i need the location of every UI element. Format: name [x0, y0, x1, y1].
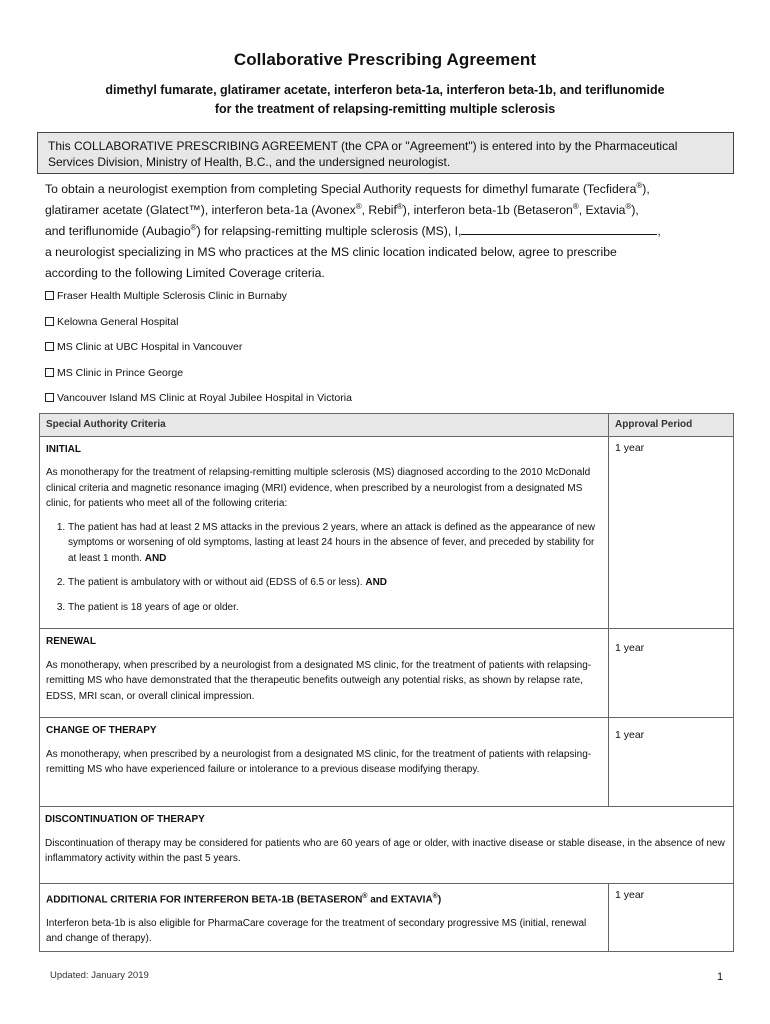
- clinic-option[interactable]: Fraser Health Multiple Sclerosis Clinic in Burnaby: [45, 288, 645, 314]
- table-row-renewal: [40, 629, 734, 718]
- neurologist-name-field[interactable]: [461, 223, 657, 235]
- checkbox-icon[interactable]: [45, 368, 54, 377]
- table-row-additional: [40, 884, 734, 952]
- document-subtitle: [60, 81, 710, 119]
- additional-period: 1 year: [609, 884, 734, 952]
- clinic-checkbox-list: [45, 288, 645, 416]
- discontinuation-text: Discontinuation of therapy may be considered for patients who are 60 years of age or older, with inactive disease or stable disease, in the absence of new inflammatory activity within the past 5 years.: [45, 837, 725, 864]
- clinic-option[interactable]: Kelowna General Hospital: [45, 314, 645, 340]
- list-item: 2. The patient is ambulatory with or without aid (EDSS of 6.5 or less). AND: [68, 575, 602, 591]
- list-item: 3. The patient is 18 years of age or older.: [68, 600, 602, 616]
- renewal-text: As monotherapy, when prescribed by a neurologist from a designated MS clinic, for the treatment of patients with relapsing-remitting MS who have demonstrated that the therapeutic benefits outweigh any potential risks, as shown by relapse rate, EDSS, MRI scan, or overall clinical impression.: [46, 659, 592, 702]
- body-line-5: according to the following Limited Coverage criteria.: [45, 266, 325, 280]
- registered-mark: ®: [636, 180, 643, 190]
- table-row-change: [40, 718, 734, 807]
- initial-criteria-list: [46, 520, 602, 616]
- initial-text: As monotherapy for the treatment of relapsing-remitting multiple sclerosis (MS) diagnosed according to the 2010 McDonald clinical criteria and magnetic resonance imaging (MRI) evidence, when prescribed by a neurologist from a designated MS clinic, for patients who meet all of the following criteria:: [46, 467, 591, 509]
- renewal-period: 1 year: [609, 629, 734, 718]
- intro-line-1: This COLLABORATIVE PRESCRIBING AGREEMENT (the CPA or "Agreement") is entered into by the Pharmaceutical: [48, 139, 678, 153]
- checkbox-icon[interactable]: [45, 291, 54, 300]
- table-header-row: [40, 414, 734, 437]
- clinic-option[interactable]: Vancouver Island MS Clinic at Royal Jubilee Hospital in Victoria: [45, 390, 645, 416]
- body-line-4: a neurologist specializing in MS who practices at the MS clinic location indicated below, agree to prescribe: [45, 245, 617, 259]
- document-title: Collaborative Prescribing Agreement: [233, 50, 537, 69]
- body-line-1: To obtain a neurologist exemption from completing Special Authority requests for dimethyl fumarate (Tecfidera®),: [45, 180, 650, 196]
- renewal-heading: RENEWAL: [46, 636, 96, 647]
- additional-heading: ADDITIONAL CRITERIA FOR INTERFERON BETA-1B (BETASERON® and EXTAVIA®): [46, 893, 442, 906]
- additional-text: Interferon beta-1b is also eligible for PharmaCare coverage for the treatment of secondary progressive MS (initial, renewal and change of therapy).: [46, 917, 587, 945]
- criteria-table: [39, 413, 734, 952]
- page-number: 1: [717, 971, 724, 983]
- body-line-2: glatiramer acetate (Glatect™), interferon beta-1a (Avonex®, Rebif®), interferon beta-1b (Betaseron®, Extavia®),: [45, 201, 639, 217]
- clinic-option[interactable]: MS Clinic in Prince George: [45, 365, 645, 391]
- change-heading: CHANGE OF THERAPY: [46, 725, 157, 736]
- exemption-paragraph: [45, 179, 735, 284]
- col-header-approval: Approval Period: [609, 414, 734, 437]
- intro-statement-box: [37, 132, 734, 174]
- subtitle-line-2: for the treatment of relapsing-remitting multiple sclerosis: [214, 102, 556, 116]
- checkbox-icon[interactable]: [45, 342, 54, 351]
- col-header-criteria: Special Authority Criteria: [40, 414, 609, 437]
- clinic-option[interactable]: MS Clinic at UBC Hospital in Vancouver: [45, 339, 645, 365]
- initial-period: 1 year: [609, 436, 734, 629]
- footer-updated: Updated: January 2019: [50, 970, 149, 981]
- subtitle-line-1: dimethyl fumarate, glatiramer acetate, interferon beta-1a, interferon beta-1b, and teriflunomide: [105, 83, 665, 97]
- intro-line-2: Services Division, Ministry of Health, B.C., and the undersigned neurologist.: [48, 155, 451, 169]
- initial-heading: INITIAL: [46, 443, 81, 455]
- body-line-3: and teriflunomide (Aubagio®) for relapsing-remitting multiple sclerosis (MS), I, ,: [45, 222, 661, 238]
- discontinuation-heading: DISCONTINUATION OF THERAPY: [45, 814, 205, 825]
- checkbox-icon[interactable]: [45, 393, 54, 402]
- change-period: 1 year: [609, 718, 734, 807]
- list-item: 1. The patient has had at least 2 MS attacks in the previous 2 years, where an attack is defined as the appearance of new symptoms or worsening of old symptoms, lasting at least 24 hours in the absence of fever, and preceded by stability for at least 1 month. AND: [68, 520, 602, 567]
- table-row-discontinuation: [40, 807, 734, 884]
- change-text: As monotherapy, when prescribed by a neurologist from a designated MS clinic, for the treatment of patients with relapsing-remitting MS who have experienced failure or intolerance to a previous disease modifying therapy.: [46, 748, 592, 775]
- table-row-initial: [40, 436, 734, 629]
- checkbox-icon[interactable]: [45, 317, 54, 326]
